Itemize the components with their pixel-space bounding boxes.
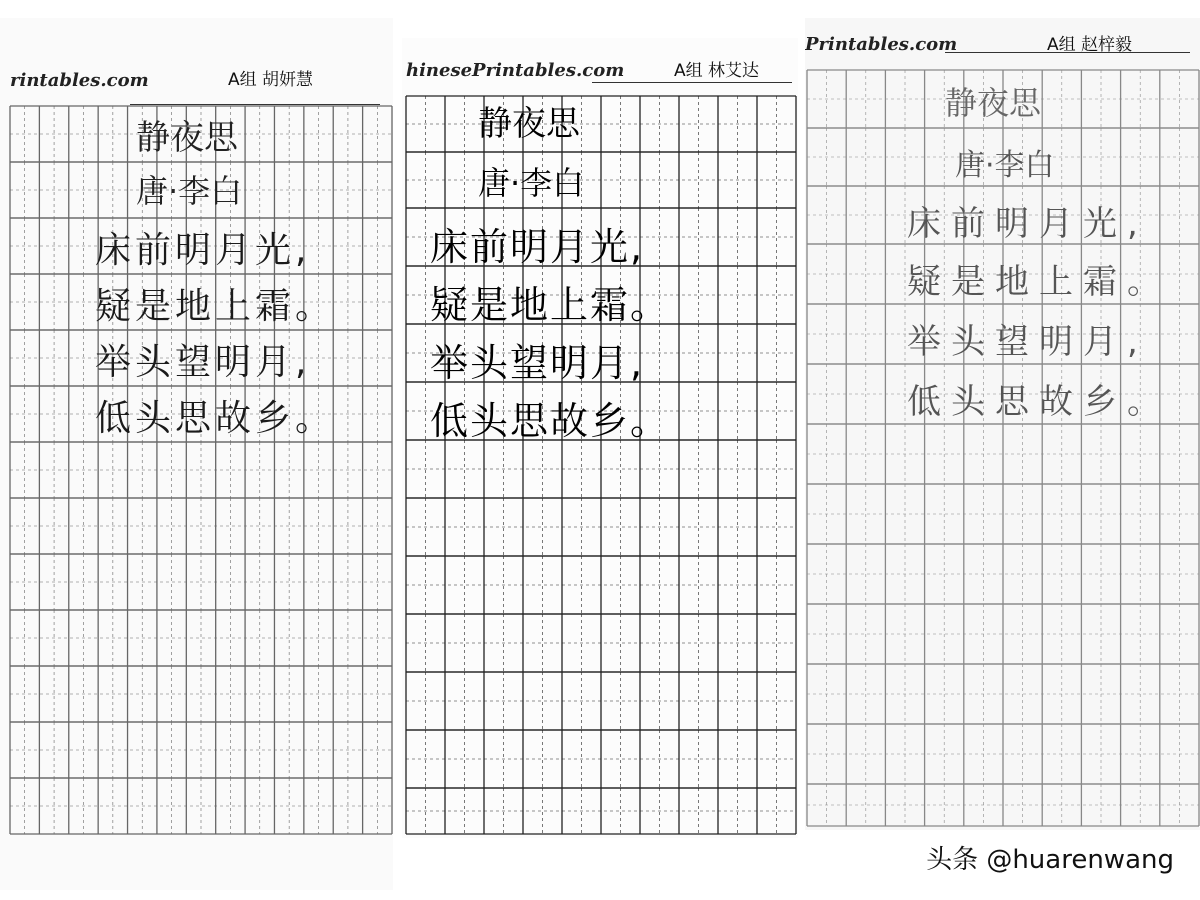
poem-line-3: 举头望明月, xyxy=(907,322,1148,362)
grid-row xyxy=(10,442,392,498)
worksheet-2 xyxy=(402,38,798,838)
grid-row xyxy=(807,724,1199,784)
poem-line-1: 床前明月光, xyxy=(430,225,645,269)
poem-author: 唐·李白 xyxy=(955,148,1055,183)
grid-row xyxy=(406,440,796,498)
grid-row xyxy=(406,788,796,834)
grid-row xyxy=(10,498,392,554)
poem-title: 静夜思 xyxy=(945,84,1042,122)
watermark: 头条 @huarenwang xyxy=(926,845,1174,875)
poem-line-2: 疑是地上霜。 xyxy=(95,286,336,327)
worksheet-1 xyxy=(0,18,393,890)
site-mark: Printables.com xyxy=(805,34,958,55)
poem-author: 唐·李白 xyxy=(478,164,585,202)
grid-row xyxy=(406,614,796,672)
poem-title: 静夜思 xyxy=(478,104,580,144)
header-rule xyxy=(130,104,380,105)
site-mark: rintables.com xyxy=(10,70,149,91)
student-label: A组 赵梓毅 xyxy=(1047,35,1133,55)
poem-author: 唐·李白 xyxy=(136,172,243,210)
grid-row xyxy=(406,152,796,208)
student-label: A组 林艾达 xyxy=(674,61,760,81)
poem-line-3: 举头望明月, xyxy=(95,342,311,383)
grid-row xyxy=(10,722,392,778)
student-label: A组 胡妍慧 xyxy=(228,70,314,90)
poem-line-4: 低头思故乡。 xyxy=(907,382,1171,422)
grid-row xyxy=(406,730,796,788)
header-rule xyxy=(592,82,792,83)
worksheet-3 xyxy=(805,18,1200,830)
grid-row xyxy=(406,556,796,614)
poem-line-2: 疑是地上霜。 xyxy=(430,283,671,327)
poem-title: 静夜思 xyxy=(136,118,238,158)
poem-line-4: 低头思故乡。 xyxy=(430,399,671,443)
grid-row xyxy=(807,784,1199,826)
grid-row xyxy=(807,424,1199,484)
grid-row xyxy=(406,498,796,556)
grid-row xyxy=(10,778,392,834)
poem-line-2: 疑是地上霜。 xyxy=(907,262,1171,302)
poem-line-4: 低头思故乡。 xyxy=(95,398,336,439)
grid-row xyxy=(807,484,1199,544)
grid-row xyxy=(807,604,1199,664)
poem-line-1: 床前明月光, xyxy=(907,204,1148,244)
poem-line-3: 举头望明月, xyxy=(430,341,645,385)
poem-line-1: 床前明月光, xyxy=(95,230,311,271)
grid-row xyxy=(406,96,796,152)
grid-row xyxy=(807,664,1199,724)
grid-row xyxy=(10,554,392,610)
site-mark: hinesePrintables.com xyxy=(406,60,625,81)
grid-row xyxy=(10,610,392,666)
grid-row xyxy=(406,672,796,730)
grid-row xyxy=(10,666,392,722)
grid-row xyxy=(807,544,1199,604)
